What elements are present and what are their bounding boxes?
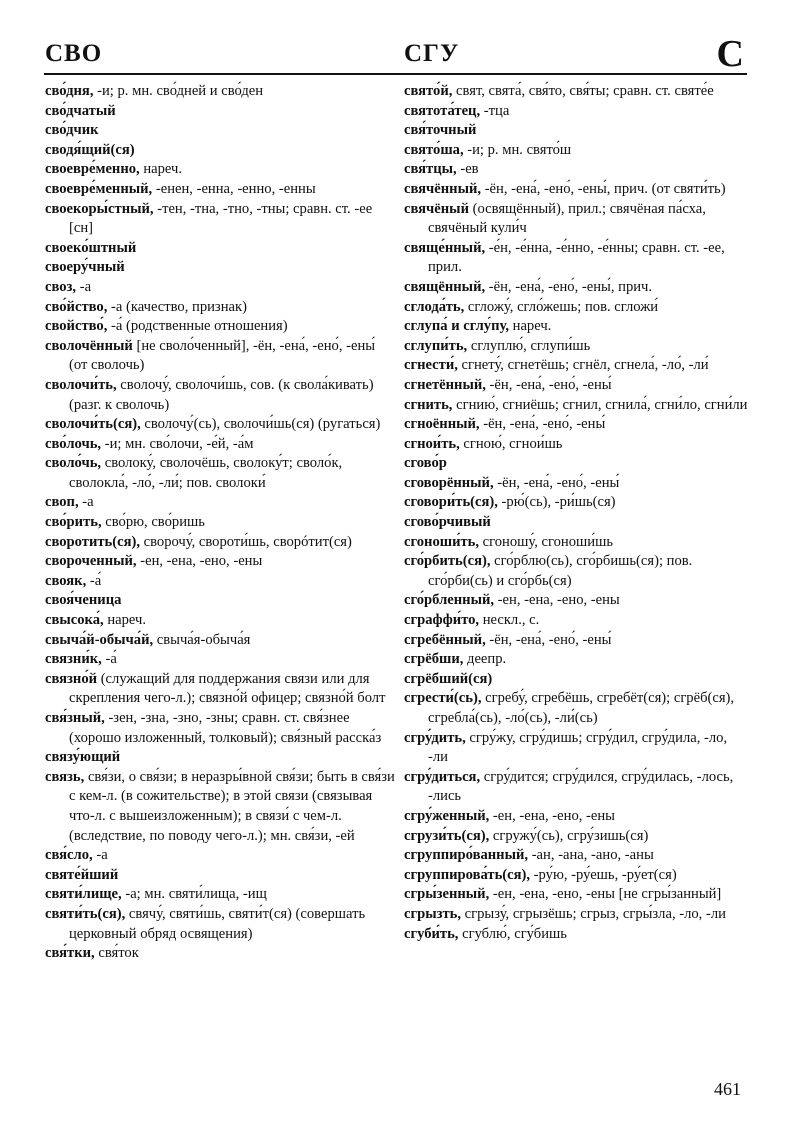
entry: свороченный, -ен, -ена, -ено, -ены bbox=[45, 553, 263, 570]
entry: сгнести́, сгнету́, сгнетёшь; сгнёл, сгнела́, -ло́, -ли́ bbox=[404, 357, 709, 374]
entry: свя́тцы, -ев bbox=[404, 161, 479, 178]
entry: сграффи́то, нескл., с. bbox=[404, 612, 540, 629]
entry: сго́рбленный, -ен, -ена, -ено, -ены bbox=[404, 592, 620, 609]
entry: сгрызть, сгрызу́, сгрызёшь; сгрыз, сгры́зла, -ло, -ли bbox=[404, 905, 726, 922]
entry: сгруппиро́ванный, -ан, -ана, -ано, -аны bbox=[404, 847, 654, 864]
right-column bbox=[404, 82, 749, 944]
entry: сводя́щий(ся) bbox=[45, 141, 135, 158]
entry: сволочи́ть(ся), сволочу́(сь), сволочи́шь(ся) (ругаться) bbox=[45, 416, 381, 433]
entry: свояк, -а́ bbox=[45, 572, 102, 589]
entry: сгру́дить, сгру́жу, сгру́дишь; сгру́дил, сгру́дила, -ло, -ли bbox=[404, 729, 728, 766]
entry: сво́лочь, -и; мн. сво́лочи, -е́й, -а́м bbox=[45, 435, 254, 452]
entry: своевре́менный, -енен, -енна, -енно, -енны bbox=[45, 180, 316, 197]
entry: связу́ющий bbox=[45, 749, 121, 766]
entry: свячёный (освящённый), прил.; свячёная па́сха, свячёный кули́ч bbox=[404, 200, 706, 237]
entry: сго́рбить(ся), сго́рблю(сь), сго́рбишь(ся); пов. сго́рби(сь) и сго́рбь(ся) bbox=[404, 553, 693, 589]
entry: свято́ша, -и; р. мн. свято́ш bbox=[404, 141, 572, 158]
entry: сговори́ть(ся), -рю́(сь), -ри́шь(ся) bbox=[404, 494, 616, 511]
entry: сгово́рчивый bbox=[404, 514, 491, 531]
entry: свято́й, свят, свята́, свя́то, свя́ты; сравн. ст. святе́е bbox=[404, 83, 714, 99]
left-column bbox=[45, 82, 395, 964]
entry: своеру́чный bbox=[45, 259, 125, 276]
entry: сгрести́(сь), сгребу́, сгребёшь, сгребёт(ся); сгрёб(ся), сгребла́(сь), -ло́(сь), -ли́(сь) bbox=[404, 690, 735, 726]
entry: своекоры́стный, -тен, -тна, -тно, -тны; сравн. ст. -ее [сн] bbox=[45, 200, 373, 237]
entry: сволочи́ть, сволочу́, сволочи́шь, сов. (к свола́кивать) (разг. к сволочь) bbox=[45, 376, 374, 413]
entry: свя́сло, -а bbox=[45, 847, 108, 864]
page-number: 461 bbox=[714, 1079, 741, 1099]
entry: своло́чь, сволоку́, сволочёшь, сволоку́т; своло́к, сволокла́, -ло́, -ли́; пов. сволоки́ bbox=[45, 455, 343, 491]
entry: сгрузи́ть(ся), сгружу́(сь), сгру́зишь(ся) bbox=[404, 827, 649, 844]
entry: сгрёбши, деепр. bbox=[404, 651, 507, 668]
entry: свячённый, -ён, -ена́, -ено́, -ены́, прич. (от святи́ть) bbox=[404, 180, 726, 197]
entry: своротить(ся), сворочу́, свороти́шь, сворóтит(ся) bbox=[45, 533, 352, 550]
entry: сгры́зенный, -ен, -ена, -ено, -ены [не сгры́занный] bbox=[404, 886, 722, 903]
entry: свысока́, нареч. bbox=[45, 612, 147, 629]
entry: святи́ть(ся), свячу́, святи́шь, святи́т(ся) (совершать церковный обряд освящения) bbox=[45, 905, 366, 942]
entry: своз, -а bbox=[45, 278, 92, 295]
entry: свящённый, -ён, -ена́, -ено́, -ены́, прич. bbox=[404, 278, 653, 295]
entry: сгребённый, -ён, -ена́, -ено́, -ены́ bbox=[404, 631, 612, 648]
entry: сгуби́ть, сгублю́, сгу́бишь bbox=[404, 925, 567, 942]
entry: сгнетённый, -ён, -ена́, -ено́, -ены́ bbox=[404, 376, 612, 393]
entry: своп, -а bbox=[45, 494, 94, 511]
entry: сгноённый, -ён, -ена́, -ено́, -ены́ bbox=[404, 416, 606, 433]
entry: свя́зный, -зен, -зна, -зно, -зны; сравн. ст. свя́знее (хорошо изложенный, толковый); свя́зный расска́з bbox=[45, 710, 382, 746]
entry: сгруппирова́ть(ся), -ру́ю, -ру́ешь, -ру́ет(ся) bbox=[404, 866, 677, 883]
entry: святота́тец, -тца bbox=[404, 102, 510, 119]
entry: сглупа́ и сглу́пу, нареч. bbox=[404, 318, 552, 335]
entry: сгрёбший(ся) bbox=[404, 670, 493, 687]
entry: сво́рить, сво́рю, сво́ришь bbox=[45, 514, 205, 531]
header-rule bbox=[44, 73, 747, 75]
entry: свя́тки, свя́ток bbox=[45, 945, 139, 962]
running-head-right: СГУ bbox=[404, 40, 460, 67]
entry: сгово́р bbox=[404, 455, 447, 472]
entry: сглода́ть, сгложу́, сгло́жешь; пов. сгложи́ bbox=[404, 298, 659, 315]
entry: связно́й (служащий для поддержания связи или для скрепления чего-л.); связно́й офицер; связно́й болт bbox=[45, 670, 386, 707]
entry: свя́точный bbox=[404, 122, 477, 139]
entry: свяще́нный, -е́н, -е́нна, -е́нно, -е́нны; сравн. ст. -ее, прил. bbox=[404, 239, 725, 276]
entry: сгоноши́ть, сгоношу́, сгоноши́шь bbox=[404, 533, 613, 550]
entry: сгнить, сгнию́, сгниёшь; сгнил, сгнила́, сгни́ло, сгни́ли bbox=[404, 396, 748, 413]
entry: своя́ченица bbox=[45, 592, 122, 609]
entry: святе́йший bbox=[45, 866, 119, 883]
entry: связь, свя́зи, о свя́зи; в неразры́вной свя́зи; быть в свя́зи с кем-л. (в сожительстве); в этой связи (связывая что-л. с вышеизложенным); в связи́ с чем-л. (вследствие, по поводу чего-л.); мн. свя́зи, -ей bbox=[45, 768, 395, 844]
entry: сговорённый, -ён, -ена́, -ено́, -ены́ bbox=[404, 474, 620, 491]
entry: сво́дня, -и; р. мн. сво́дней и сво́ден bbox=[45, 83, 264, 99]
entry: сгру́женный, -ен, -ена, -ено, -ены bbox=[404, 807, 615, 824]
entry: своевре́менно, нареч. bbox=[45, 161, 183, 178]
entry: сгнои́ть, сгною́, сгнои́шь bbox=[404, 435, 563, 452]
running-head-left: СВО bbox=[45, 40, 103, 67]
entry: сво́дчик bbox=[45, 122, 99, 139]
entry: святи́лище, -а; мн. святи́лища, -ищ bbox=[45, 886, 267, 903]
entry: сволочённый [не своло́ченный], -ён, -ена́, -ено́, -ены́ (от сволочь) bbox=[45, 337, 376, 374]
entry: связни́к, -а́ bbox=[45, 651, 117, 668]
entry: сглупи́ть, сглуплю́, сглупи́шь bbox=[404, 337, 591, 354]
entry: своеко́штный bbox=[45, 239, 137, 256]
entry: сво́дчатый bbox=[45, 102, 116, 119]
entry: сво́йство, -а (качество, признак) bbox=[45, 298, 247, 315]
section-letter: С bbox=[716, 33, 744, 75]
entry: сгру́диться, сгру́дится; сгру́дился, сгру́дилась, -лось, -лись bbox=[404, 768, 734, 805]
entry: свойство́, -а́ (родственные отношения) bbox=[45, 318, 288, 335]
entry: свыча́й-обыча́й, свыча́я-обыча́я bbox=[45, 631, 251, 648]
